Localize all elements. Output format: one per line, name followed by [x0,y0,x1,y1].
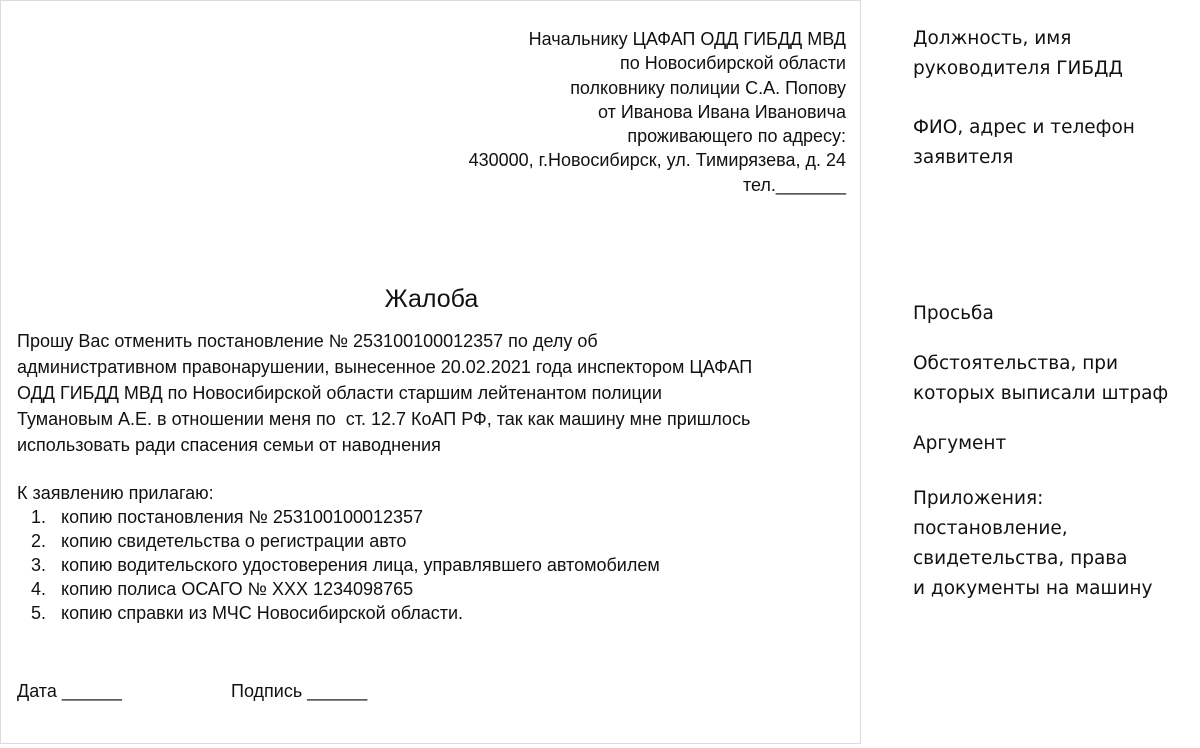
header-line: тел._______ [742,174,846,195]
note-official [913,24,1123,84]
date-field: Дата ______ [17,681,122,701]
attachment-item: 5. копию справки из МЧС Новосибирской области. [51,601,660,625]
note-argument [913,429,1006,459]
attachment-item: 2. копию свидетельства о регистрации авто [51,529,660,553]
body-line: использовать ради спасения семьи от наводнения [17,435,441,455]
note-attachments [913,484,1152,604]
note-line: Аргумент [913,433,1007,454]
attachment-item: 1. копию постановления № 253100100012357 [51,505,660,529]
note-circumstances [913,349,1168,409]
attachments-heading: К заявлению прилагаю: [17,483,214,503]
body-line: административном правонарушении, вынесенное 20.02.2021 года инспектором ЦАФАП [17,357,753,377]
note-line: свидетельства, права [913,548,1128,569]
header-line: проживающего по адресу: [627,126,846,147]
header-line: 430000, г.Новосибирск, ул. Тимирязева, д. 24 [468,150,846,171]
attachments-section [17,481,660,625]
note-line: заявителя [913,147,1014,168]
header-line: от Иванова Ивана Ивановича [597,101,846,122]
note-applicant [913,113,1135,173]
signature-field: Подпись ______ [231,681,368,701]
note-line: постановление, [913,518,1068,539]
attachment-item: 3. копию водительского удостоверения лица, управлявшего автомобилем [51,553,660,577]
body-line: Тумановым А.Е. в отношении меня по ст. 12.7 КоАП РФ, так как машину мне пришлось [17,409,751,429]
note-line: которых выписали штраф [913,383,1169,404]
header-line: по Новосибирской области [619,53,846,74]
header-line: Начальнику ЦАФАП ОДД ГИБДД МВД [528,29,846,49]
note-line: руководителя ГИБДД [913,58,1123,79]
header-line: полковнику полиции С.А. Попову [570,77,846,98]
note-line: и документы на машину [913,578,1153,599]
note-line: ФИО, адрес и телефон [913,117,1135,138]
body-line: ОДД ГИБДД МВД по Новосибирской области старшим лейтенантом полиции [17,383,662,403]
document-title: Жалоба [384,285,479,313]
note-line: Приложения: [913,488,1044,509]
note-request [913,299,994,329]
attachment-item: 4. копию полиса ОСАГО № ХХХ 1234098765 [51,577,660,601]
addressee-block [469,27,846,197]
attachments-list [17,505,660,625]
note-line: Просьба [913,303,994,324]
complaint-body [17,328,752,458]
note-line: Должность, имя [913,28,1072,49]
body-line: Прошу Вас отменить постановление № 253100100012357 по делу об [17,331,598,351]
note-line: Обстоятельства, при [913,353,1119,374]
